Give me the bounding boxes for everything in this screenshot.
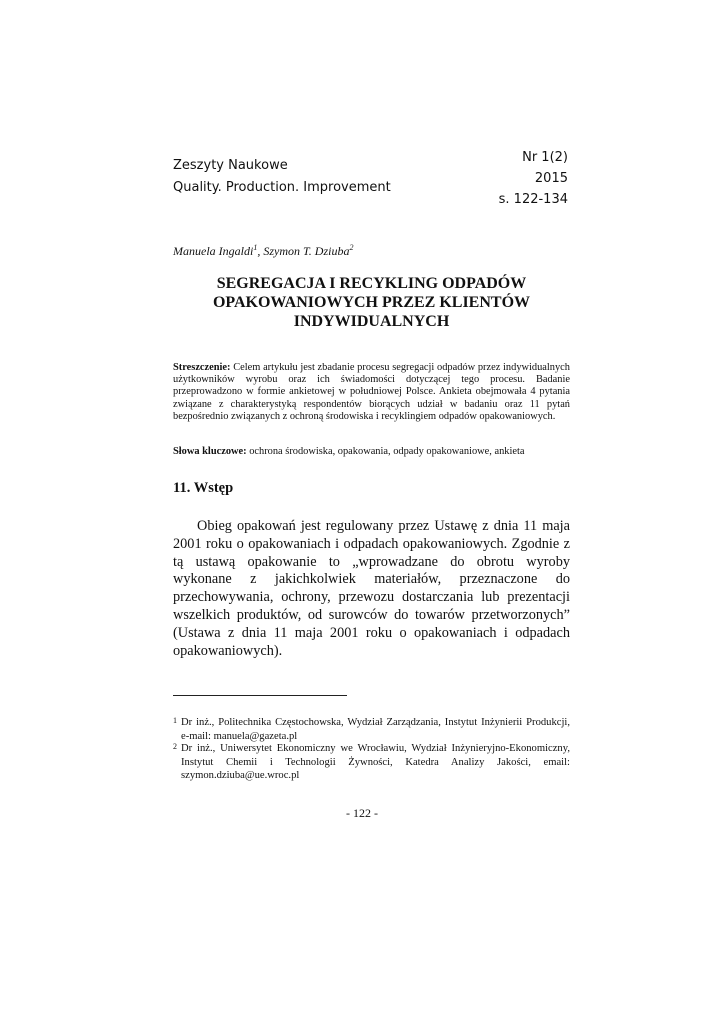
author-1-footnote-mark: 1 xyxy=(253,243,258,252)
footnote-1-mark: 1 xyxy=(173,716,177,725)
author-1: Manuela Ingaldi xyxy=(173,244,254,258)
issue-number: Nr 1(2) xyxy=(522,150,568,165)
issue-year: 2015 xyxy=(534,171,568,186)
abstract-label: Streszczenie: xyxy=(173,362,231,373)
keywords-label: Słowa kluczowe: xyxy=(173,446,247,457)
footnote-2-mark: 2 xyxy=(173,742,177,751)
article-title xyxy=(173,274,570,331)
keywords-text: ochrona środowiska, opakowania, odpady opakowaniowe, ankieta xyxy=(246,446,525,457)
keywords xyxy=(173,446,570,458)
author-2-footnote-mark: 2 xyxy=(349,243,354,252)
footnote-divider xyxy=(173,695,347,696)
journal-name: Zeszyty Naukowe xyxy=(173,158,288,173)
abstract-text: Celem artykułu jest zbadanie procesu segregacji odpadów przez indywidualnych użytkowników wyrobu oraz ich świadomości dotyczącej tego procesu. Badanie przeprowadzono w formie ankietowej w południowej Polsce. Ankieta obejmowała 4 pytania związane z charakterystyką respondentów biorących udział w badaniu oraz 11 pytań bezpośrednio związanych z ochroną środowiska i recyklingiem odpadów opakowaniowych. xyxy=(173,362,570,422)
footnote-2-text: Dr inż., Uniwersytet Ekonomiczny we Wrocławiu, Wydział Inżynieryjno-Ekonomiczny, Instytut Chemii i Technologii Żywności, Katedra Analizy Jakości, email: szymon.dziuba@ue.wroc.pl xyxy=(181,743,570,781)
section-heading: 11. Wstęp xyxy=(173,480,234,496)
body-paragraph: Obieg opakowań jest regulowany przez Ustawę z dnia 11 maja 2001 roku o opakowaniach i odpadach opakowaniowych. Zgodnie z tą ustawą opakowanie to „wprowadzane do obrotu wyroby wykonane z jakichkolwiek materiałów, przeznaczone do przechowywania, ochrony, przewozu dostarczania lub prezentacji wszelkich produktów, od surowców do towarów przetworzonych” (Ustawa z dnia 11 maja 2001 roku o opakowaniach i odpadach opakowaniowych). xyxy=(173,518,570,659)
footnote-1-text: Dr inż., Politechnika Częstochowska, Wydział Zarządzania, Instytut Inżynierii Produkcji, e-mail: manuela@gazeta.pl xyxy=(181,717,570,742)
page-number: - 122 - xyxy=(346,806,378,820)
author-2: Szymon T. Dziuba xyxy=(263,244,350,258)
abstract xyxy=(173,362,570,423)
title-line-1: SEGREGACJA I RECYKLING ODPADÓW xyxy=(216,275,527,292)
title-line-3: INDYWIDUALNYCH xyxy=(293,313,450,330)
authors xyxy=(173,243,353,259)
footnote-1 xyxy=(173,716,570,743)
title-line-2: OPAKOWANIOWYCH PRZEZ KLIENTÓW xyxy=(212,294,531,311)
footnote-2 xyxy=(173,742,570,783)
page-range: s. 122-134 xyxy=(498,192,568,207)
journal-subtitle: Quality. Production. Improvement xyxy=(173,180,391,195)
issue-info xyxy=(499,147,568,210)
journal-title xyxy=(173,155,391,199)
author-separator: , xyxy=(257,244,264,258)
